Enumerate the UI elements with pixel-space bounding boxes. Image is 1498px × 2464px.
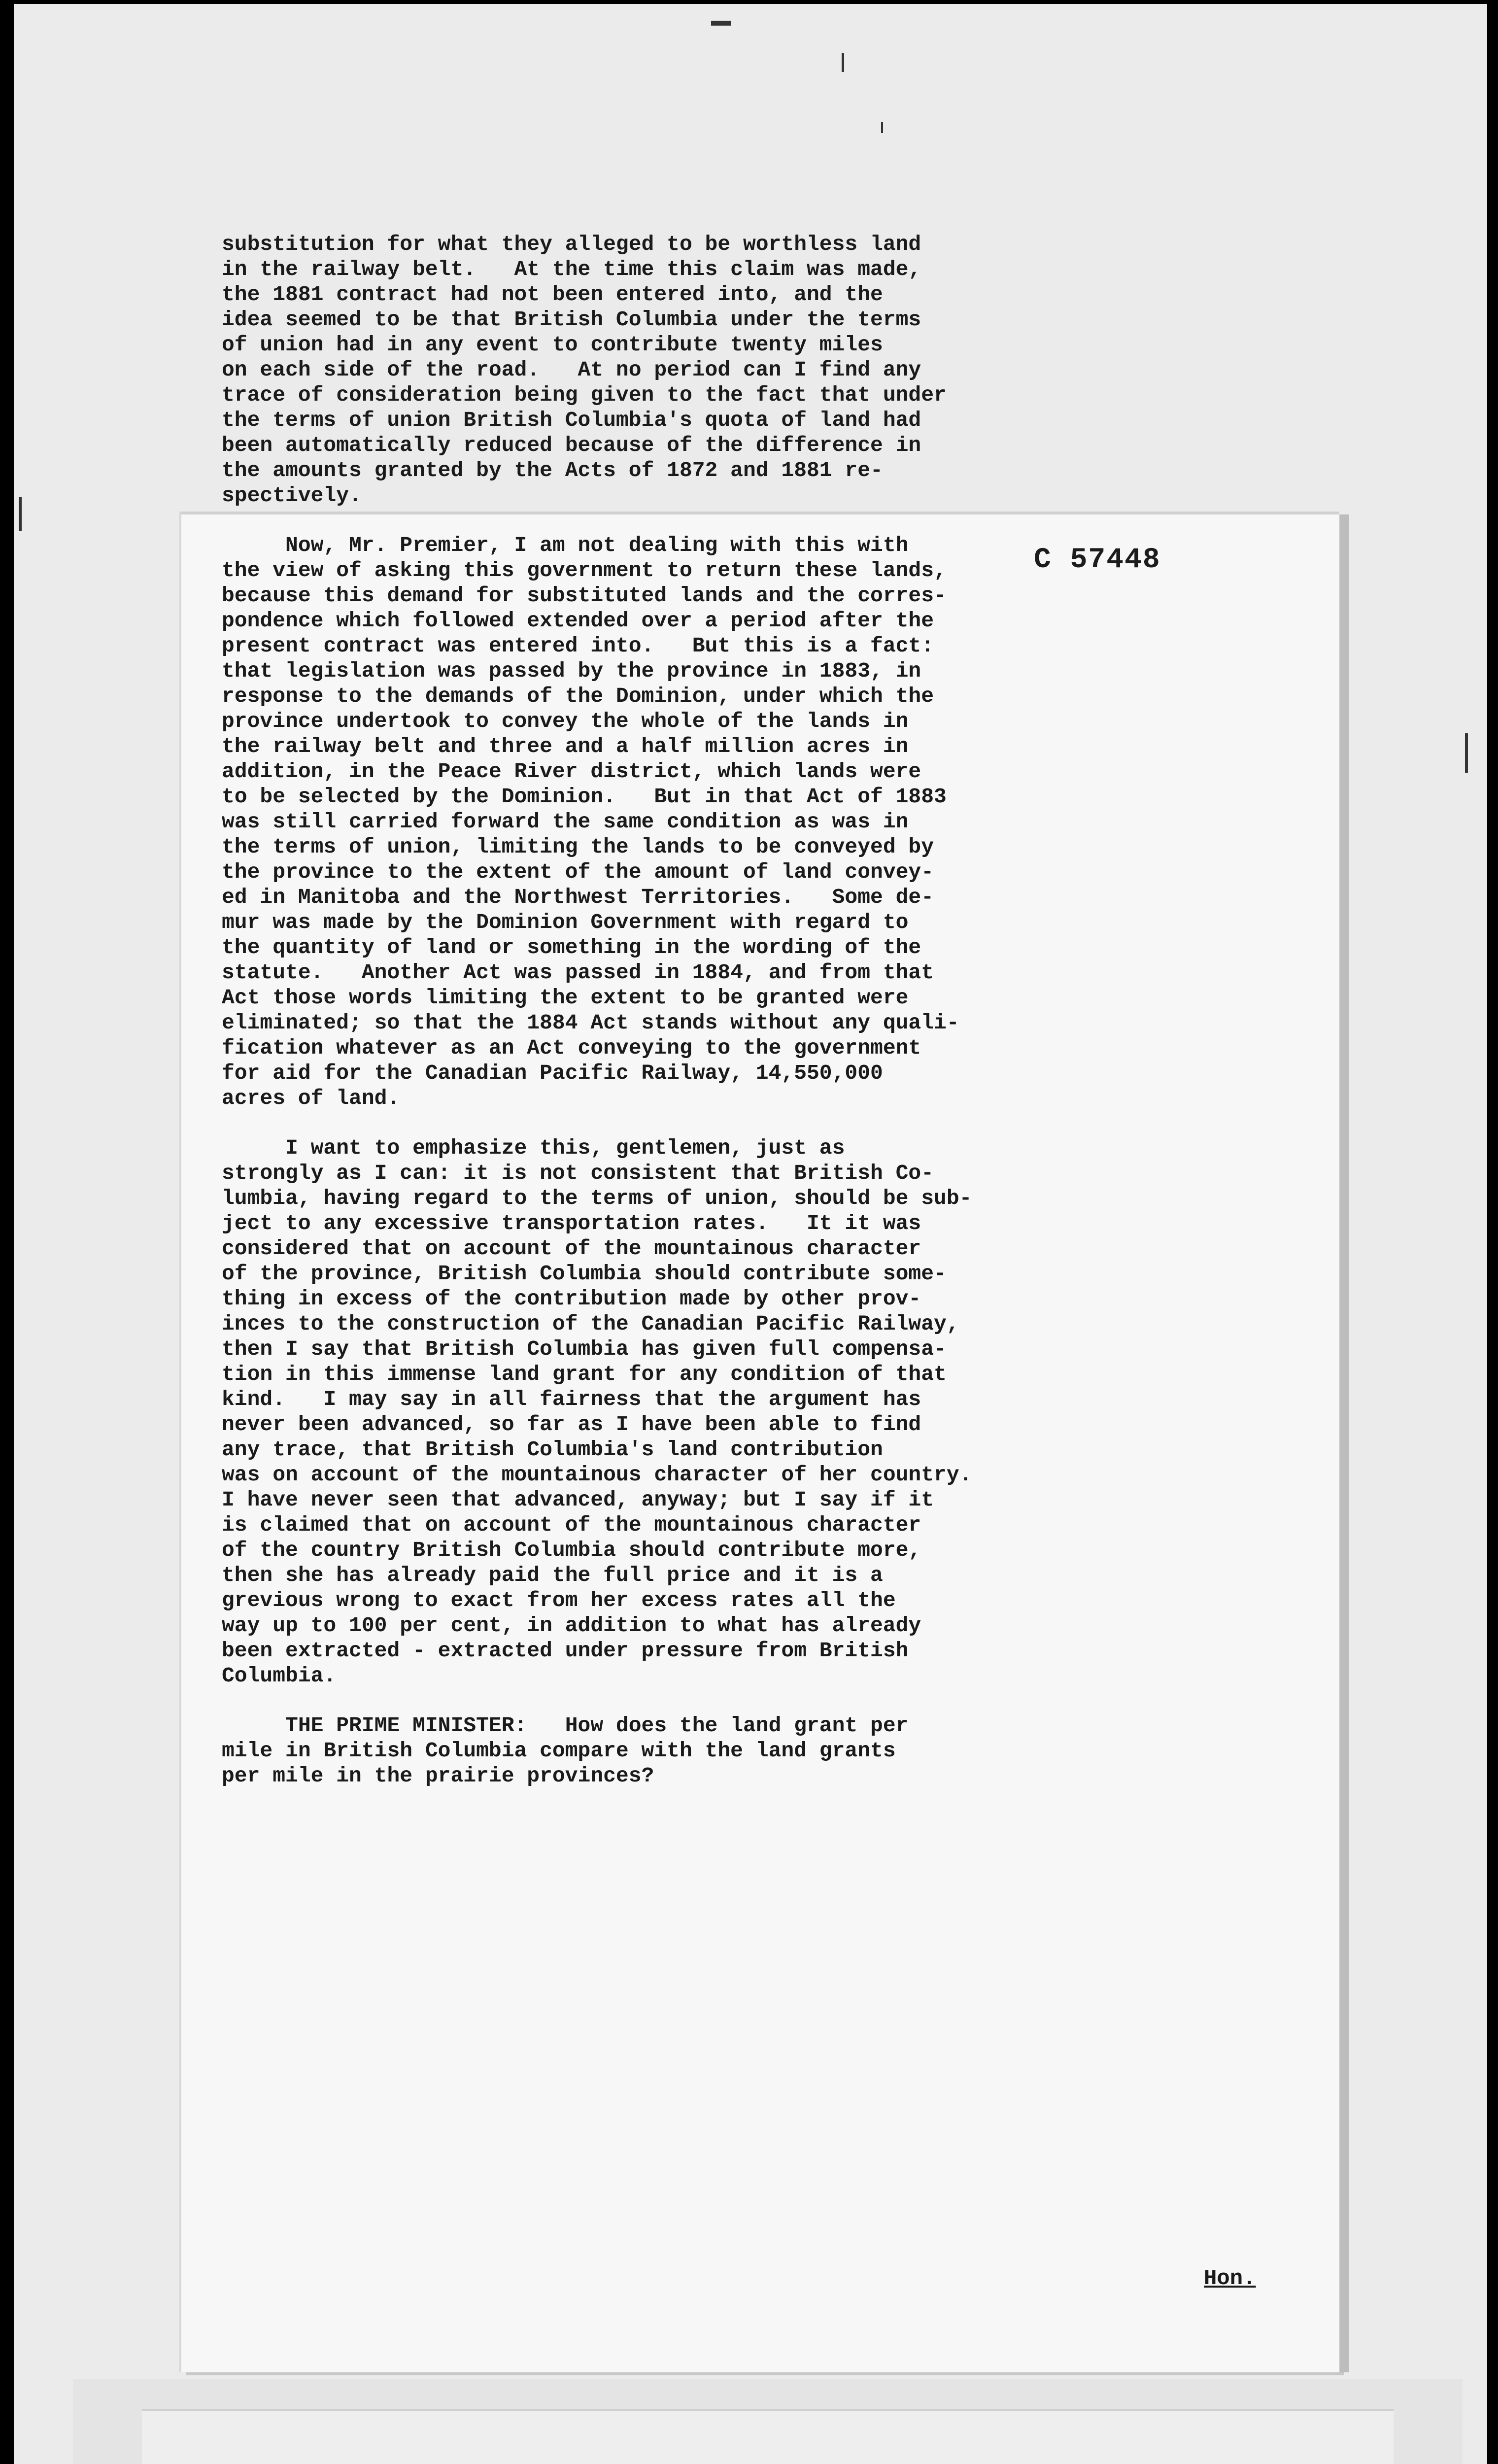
text-line: the railway belt and three and a half million acres in: [222, 734, 909, 758]
text-line: in the railway belt. At the time this claim was made,: [222, 257, 921, 281]
text-line: substitution for what they alleged to be worthless land: [222, 232, 921, 256]
text-line: pondence which followed extended over a period after the: [222, 609, 934, 633]
text-line: then she has already paid the full price and it is a: [222, 1563, 883, 1587]
text-line: the amounts granted by the Acts of 1872 and 1881 re-: [222, 458, 883, 482]
film-scratch: [19, 497, 22, 531]
text-line: way up to 100 per cent, in addition to what has already: [222, 1613, 921, 1638]
archive-card: [142, 2409, 1394, 2464]
paragraph: [222, 232, 1109, 508]
text-line: I have never seen that advanced, anyway; but I say if it: [222, 1488, 934, 1512]
text-line: of union had in any event to contribute twenty miles: [222, 333, 883, 357]
text-line: of the country British Columbia should contribute more,: [222, 1538, 921, 1562]
text-line: to be selected by the Dominion. But in that Act of 1883: [222, 785, 947, 809]
film-scratch: [1465, 733, 1468, 773]
text-line: mile in British Columbia compare with the land grants: [222, 1739, 896, 1763]
text-line: mur was made by the Dominion Government with regard to: [222, 910, 909, 934]
text-line: spectively.: [222, 483, 362, 508]
text-line: because this demand for substituted lands and the corres-: [222, 583, 947, 608]
paragraph: [222, 1713, 1109, 1788]
text-line: idea seemed to be that British Columbia under the terms: [222, 308, 921, 332]
text-line: fication whatever as an Act conveying to the government: [222, 1036, 921, 1060]
paragraph: [222, 533, 1109, 1111]
text-line: Columbia.: [222, 1664, 337, 1688]
text-line: inces to the construction of the Canadian Pacific Railway,: [222, 1312, 959, 1336]
paragraph-gap: [222, 1111, 1109, 1135]
text-line: the view of asking this government to return these lands,: [222, 558, 947, 582]
text-line: THE PRIME MINISTER: How does the land grant per: [222, 1713, 909, 1738]
text-line: been automatically reduced because of the difference in: [222, 433, 921, 457]
text-line: eliminated; so that the 1884 Act stands without any quali-: [222, 1011, 959, 1035]
document-reference-number: C 57448: [1034, 544, 1161, 576]
text-line: acres of land.: [222, 1086, 400, 1110]
text-line: then I say that British Columbia has given full compensa-: [222, 1337, 947, 1361]
document-body: [222, 232, 1109, 1788]
text-line: the 1881 contract had not been entered into, and the: [222, 282, 883, 307]
archive-label-area: [73, 2379, 1463, 2464]
text-line: Act those words limiting the extent to be granted were: [222, 986, 909, 1010]
film-scratch: [842, 53, 844, 72]
text-line: response to the demands of the Dominion, under which the: [222, 684, 934, 708]
text-line: the terms of union British Columbia's quota of land had: [222, 408, 921, 432]
text-line: province undertook to convey the whole of the lands in: [222, 709, 909, 733]
text-line: ed in Manitoba and the Northwest Territories. Some de-: [222, 885, 934, 909]
text-line: on each side of the road. At no period can I find any: [222, 358, 921, 382]
text-line: lumbia, having regard to the terms of union, should be sub-: [222, 1186, 972, 1210]
text-line: the province to the extent of the amount of land convey-: [222, 860, 934, 884]
text-line: of the province, British Columbia should contribute some-: [222, 1262, 947, 1286]
text-line: kind. I may say in all fairness that the argument has: [222, 1387, 921, 1411]
text-line: is claimed that on account of the mountainous character: [222, 1513, 921, 1537]
text-line: that legislation was passed by the province in 1883, in: [222, 659, 921, 683]
text-line: per mile in the prairie provinces?: [222, 1764, 654, 1788]
text-line: the quantity of land or something in the wording of the: [222, 935, 921, 959]
paragraph: [222, 1135, 1109, 1688]
text-line: tion in this immense land grant for any condition of that: [222, 1362, 947, 1386]
text-line: was on account of the mountainous character of her country.: [222, 1463, 972, 1487]
text-line: addition, in the Peace River district, which lands were: [222, 759, 921, 784]
text-line: I want to emphasize this, gentlemen, just as: [222, 1136, 845, 1160]
text-line: statute. Another Act was passed in 1884, and from that: [222, 960, 934, 985]
paragraph-gap: [222, 508, 1109, 533]
text-line: Now, Mr. Premier, I am not dealing with this with: [222, 533, 909, 557]
text-line: never been advanced, so far as I have been able to find: [222, 1412, 921, 1437]
text-line: trace of consideration being given to the fact that under: [222, 383, 947, 407]
text-line: the terms of union, limiting the lands to be conveyed by: [222, 835, 934, 859]
text-line: thing in excess of the contribution made by other prov-: [222, 1287, 921, 1311]
paragraph-gap: [222, 1688, 1109, 1713]
text-line: considered that on account of the mountainous character: [222, 1236, 921, 1261]
text-line: grevious wrong to exact from her excess rates all the: [222, 1588, 896, 1612]
film-scratch: [881, 122, 883, 133]
page-edge-shadow: [1340, 514, 1349, 2372]
text-line: strongly as I can: it is not consistent that British Co-: [222, 1161, 934, 1185]
text-line: any trace, that British Columbia's land contribution: [222, 1437, 883, 1462]
page-catchword: Hon.: [1204, 2266, 1256, 2291]
text-line: for aid for the Canadian Pacific Railway, 14,550,000: [222, 1061, 883, 1085]
text-line: was still carried forward the same condition as was in: [222, 810, 909, 834]
text-line: ject to any excessive transportation rates. It it was: [222, 1211, 921, 1235]
text-line: been extracted - extracted under pressure from British: [222, 1639, 909, 1663]
film-scratch: [711, 21, 731, 26]
text-line: present contract was entered into. But this is a fact:: [222, 634, 934, 658]
